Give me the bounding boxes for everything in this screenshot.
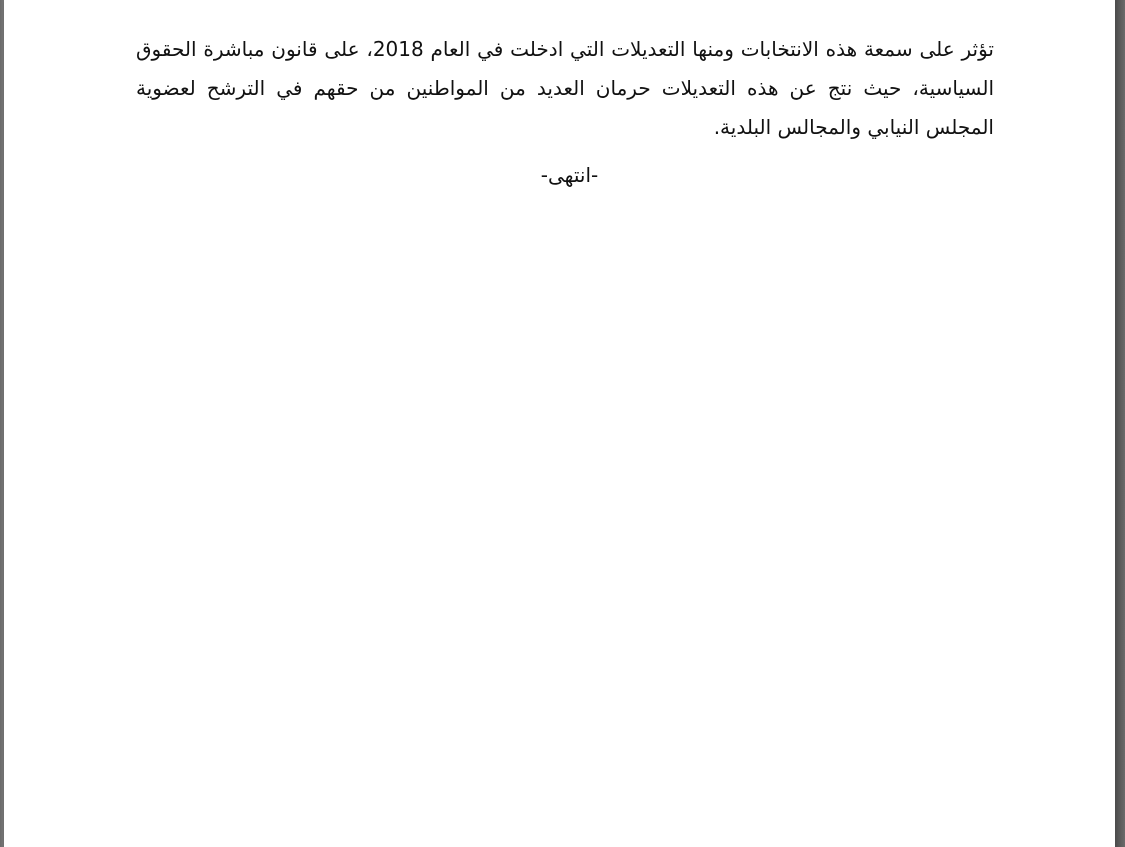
end-marker: -انتهى- [540, 163, 599, 187]
body-paragraph: تؤثر على سمعة هذه الانتخابات ومنها التعديلات التي ادخلت في العام 2018، على قانون مباشرة الحقوق السياسية، حيث نتج عن هذه التعديلات حرمان العديد من المواطنين من حقهم في الترشح لعضوية المجلس النيابي والمجالس البلدية. [136, 37, 994, 139]
document-page [4, 0, 1115, 847]
page-edge-shadow [1115, 0, 1125, 847]
